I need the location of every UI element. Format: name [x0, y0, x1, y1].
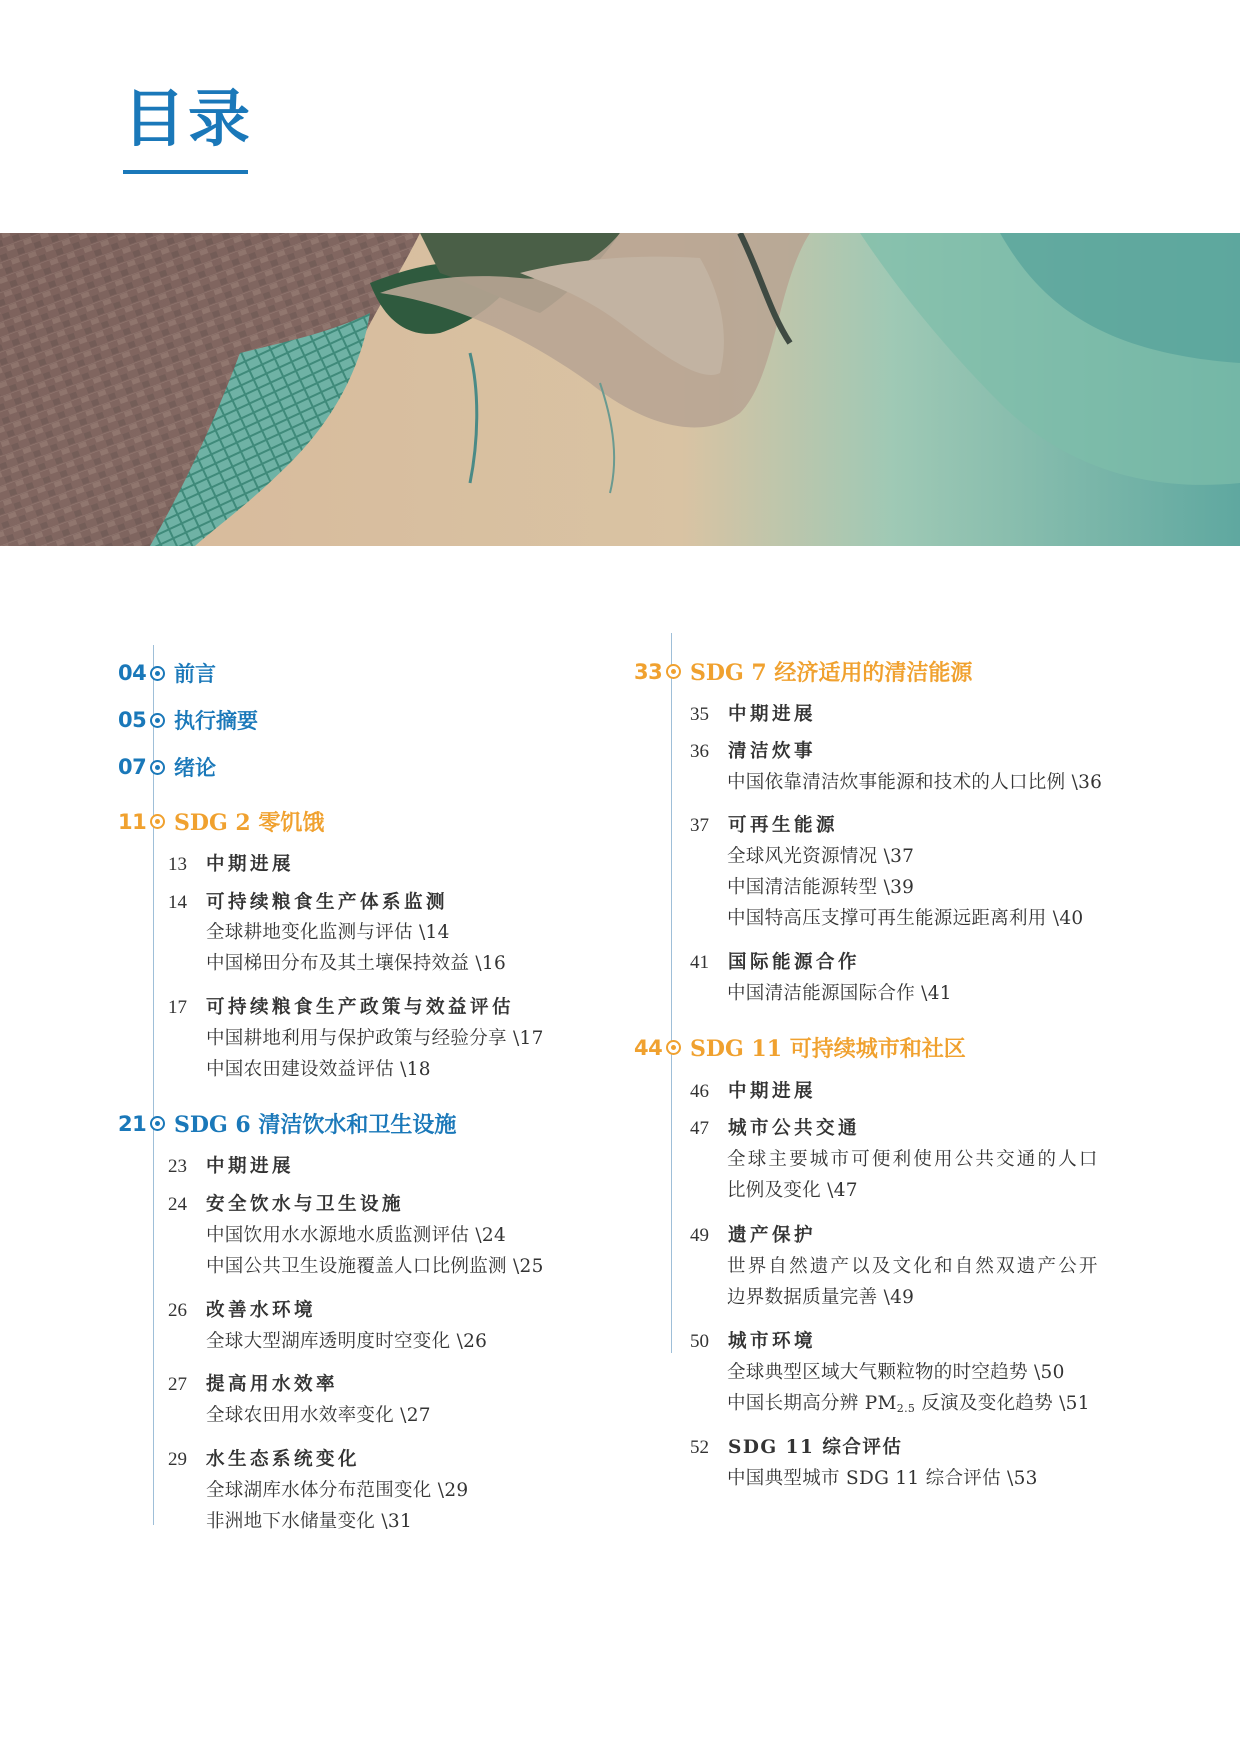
section-title: 中期进展: [206, 1156, 295, 1177]
toc-chapter[interactable]: [118, 658, 216, 688]
section-page-number: 47: [690, 1118, 709, 1139]
section-page-number: 46: [690, 1081, 709, 1102]
section-title: 可持续粮食生产政策与效益评估: [206, 997, 515, 1018]
section-page-number: 37: [690, 815, 709, 836]
section-title: 清洁炊事: [728, 741, 817, 762]
title-underline: [123, 170, 248, 174]
toc-section[interactable]: [168, 993, 514, 1019]
section-title: 可再生能源: [728, 815, 839, 836]
chapter-title: 绪论: [174, 755, 216, 780]
toc-chapter-sdg11[interactable]: [634, 1032, 966, 1063]
toc-subsection[interactable]: 中国耕地利用与保护政策与经验分享 \17: [206, 1028, 544, 1049]
chapter-title: SDG 7 经济适用的清洁能源: [690, 660, 973, 686]
chapter-title: 执行摘要: [174, 708, 258, 733]
bullet-circle-icon: [150, 760, 165, 775]
chapter-title: SDG 6 清洁饮水和卫生设施: [174, 1112, 457, 1138]
section-page-number: 17: [168, 997, 187, 1018]
toc-section[interactable]: [168, 1296, 316, 1322]
section-title: 中期进展: [728, 704, 817, 725]
bullet-circle-icon: [150, 666, 165, 681]
chapter-title: 前言: [174, 661, 216, 686]
toc-subsection-pm25[interactable]: [727, 1389, 1090, 1415]
toc-section[interactable]: [690, 1114, 860, 1140]
toc-subsection[interactable]: 边界数据质量完善 \49: [727, 1287, 915, 1308]
section-title: 水生态系统变化: [206, 1449, 361, 1470]
section-page-number: 13: [168, 854, 187, 875]
section-page-number: 41: [690, 952, 709, 973]
section-title: 城市公共交通: [728, 1118, 861, 1139]
satellite-banner-image: [0, 233, 1240, 546]
toc-section[interactable]: [690, 700, 816, 726]
section-title: 遗产保护: [728, 1225, 817, 1246]
toc-subsection[interactable]: 中国清洁能源国际合作 \41: [727, 983, 952, 1004]
toc-subsection[interactable]: 全球大型湖库透明度时空变化 \26: [206, 1331, 488, 1352]
toc-section[interactable]: [690, 1221, 816, 1247]
pm-subscript: 2.5: [896, 1402, 916, 1415]
toc-section[interactable]: [168, 1370, 338, 1396]
section-page-number: 35: [690, 704, 709, 725]
page-title: 目录: [123, 82, 254, 155]
toc-section[interactable]: [690, 737, 816, 763]
toc-subsection[interactable]: 全球主要城市可便利使用公共交通的人口: [727, 1149, 1100, 1170]
toc-subsection[interactable]: 全球耕地变化监测与评估 \14: [206, 922, 450, 943]
chapter-page-number: 07: [118, 755, 147, 779]
satellite-image-graphic: [0, 233, 1240, 546]
toc-section[interactable]: [690, 1327, 816, 1353]
section-page-number: 52: [690, 1437, 709, 1458]
bullet-circle-icon: [150, 814, 165, 829]
toc-subsection[interactable]: 中国清洁能源转型 \39: [727, 877, 915, 898]
toc-section[interactable]: [168, 1152, 294, 1178]
chapter-page-number: 33: [634, 659, 663, 684]
section-page-number: 23: [168, 1156, 187, 1177]
section-title: SDG 11 综合评估: [728, 1437, 903, 1458]
toc-subsection[interactable]: 全球湖库水体分布范围变化 \29: [206, 1480, 469, 1501]
pm-text-suffix: 反演及变化趋势 \51: [915, 1393, 1090, 1414]
toc-chapter-sdg7[interactable]: [634, 656, 972, 687]
chapter-page-number: 11: [118, 809, 147, 834]
section-title: 可持续粮食生产体系监测: [206, 892, 449, 913]
toc-subsection[interactable]: 世界自然遗产以及文化和自然双遗产公开: [727, 1256, 1100, 1277]
toc-section[interactable]: [168, 1190, 404, 1216]
toc-subsection[interactable]: 中国典型城市 SDG 11 综合评估 \53: [727, 1468, 1038, 1489]
toc-subsection[interactable]: 全球风光资源情况 \37: [727, 846, 915, 867]
section-title: 安全饮水与卫生设施: [206, 1194, 405, 1215]
section-page-number: 24: [168, 1194, 187, 1215]
toc-section[interactable]: [168, 850, 294, 876]
toc-subsection[interactable]: 中国特高压支撑可再生能源远距离利用 \40: [727, 908, 1084, 929]
chapter-title: SDG 11 可持续城市和社区: [690, 1036, 966, 1062]
bullet-circle-icon: [150, 1116, 165, 1131]
chapter-page-number: 05: [118, 708, 147, 732]
toc-section[interactable]: [168, 1445, 360, 1471]
chapter-title: SDG 2 零饥饿: [174, 810, 325, 836]
section-title: 城市环境: [728, 1331, 817, 1352]
toc-subsection[interactable]: 全球农田用水效率变化 \27: [206, 1405, 431, 1426]
bullet-circle-icon: [666, 1040, 681, 1055]
toc-section[interactable]: [690, 948, 860, 974]
toc-subsection[interactable]: 中国梯田分布及其土壤保持效益 \16: [206, 953, 507, 974]
section-page-number: 36: [690, 741, 709, 762]
section-page-number: 14: [168, 892, 187, 913]
section-title: 中期进展: [728, 1081, 817, 1102]
toc-chapter-sdg2[interactable]: [118, 806, 324, 837]
section-title: 提高用水效率: [206, 1374, 339, 1395]
toc-section[interactable]: [690, 811, 838, 837]
right-column-rule: [671, 633, 672, 1353]
section-page-number: 26: [168, 1300, 187, 1321]
chapter-page-number: 44: [634, 1035, 663, 1060]
chapter-page-number: 04: [118, 661, 147, 685]
toc-subsection[interactable]: 中国饮用水水源地水质监测评估 \24: [206, 1225, 507, 1246]
toc-section[interactable]: [168, 888, 448, 914]
bullet-circle-icon: [666, 664, 681, 679]
toc-subsection[interactable]: 非洲地下水储量变化 \31: [206, 1511, 413, 1532]
bullet-circle-icon: [150, 713, 165, 728]
section-page-number: 49: [690, 1225, 709, 1246]
toc-subsection[interactable]: 中国依靠清洁炊事能源和技术的人口比例 \36: [727, 772, 1103, 793]
toc-chapter[interactable]: [118, 705, 258, 735]
toc-chapter-sdg6[interactable]: [118, 1108, 456, 1139]
chapter-page-number: 21: [118, 1111, 147, 1136]
toc-subsection[interactable]: 中国农田建设效益评估 \18: [206, 1059, 431, 1080]
section-page-number: 29: [168, 1449, 187, 1470]
toc-subsection[interactable]: 比例及变化 \47: [727, 1180, 858, 1201]
toc-chapter[interactable]: [118, 752, 216, 782]
section-page-number: 27: [168, 1374, 187, 1395]
toc-section[interactable]: [690, 1433, 902, 1459]
pm-text-prefix: 中国长期高分辨 PM: [727, 1393, 897, 1414]
toc-subsection[interactable]: 中国公共卫生设施覆盖人口比例监测 \25: [206, 1256, 544, 1277]
section-page-number: 50: [690, 1331, 709, 1352]
section-title: 中期进展: [206, 854, 295, 875]
toc-subsection[interactable]: 全球典型区域大气颗粒物的时空趋势 \50: [727, 1362, 1065, 1383]
section-title: 改善水环境: [206, 1300, 317, 1321]
section-title: 国际能源合作: [728, 952, 861, 973]
toc-section[interactable]: [690, 1077, 816, 1103]
